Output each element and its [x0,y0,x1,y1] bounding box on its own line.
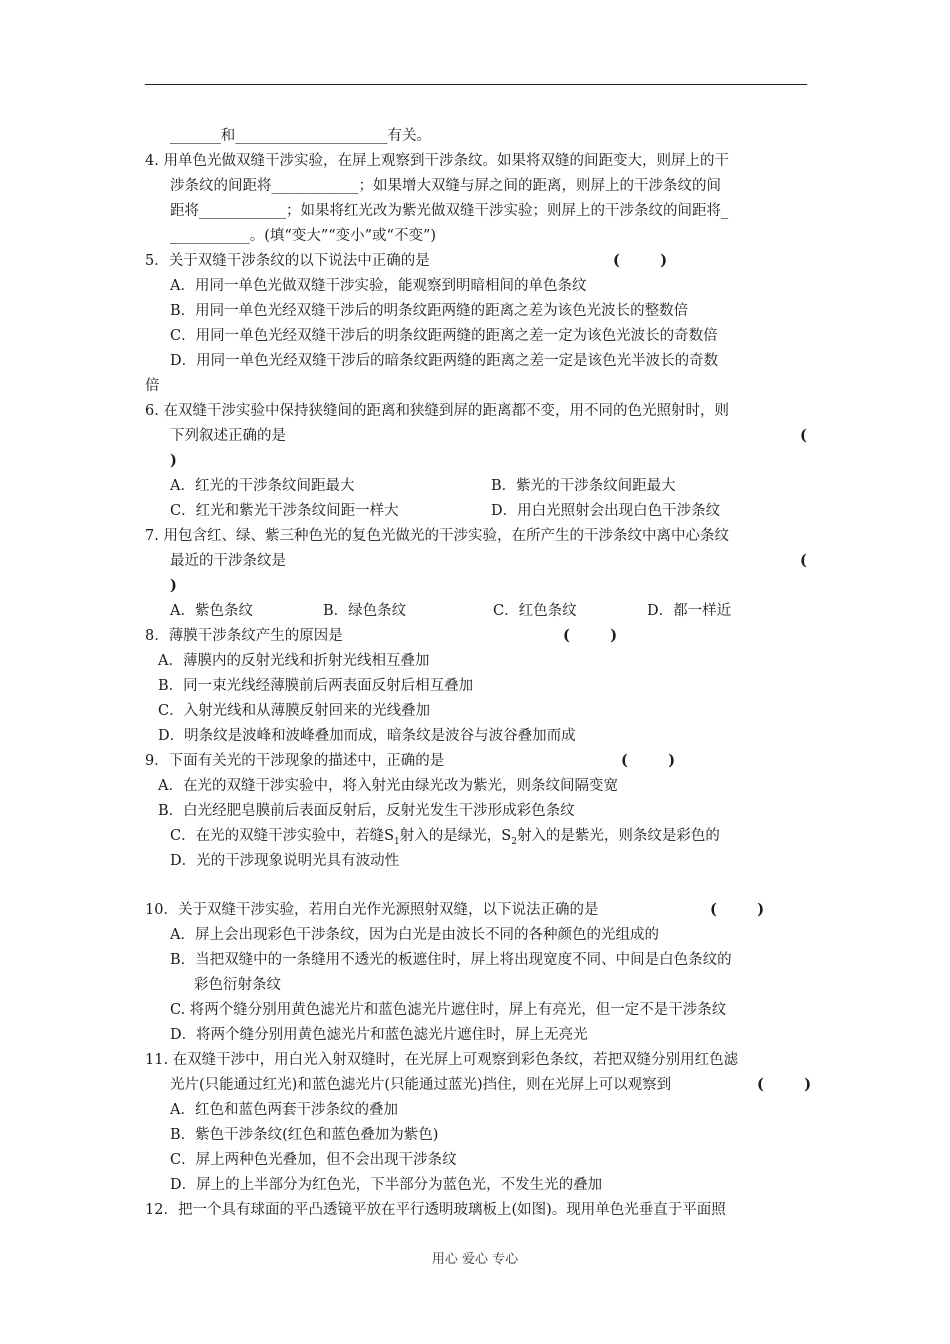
option-a: A．红光的干涉条纹间距最大 [170,478,355,494]
question-6: 6. 在双缝干涉实验中保持狭缝间的距离和狭缝到屏的距离都不变，用不同的色光照射时，则 [145,403,729,419]
option-a: A．紫色条纹 [170,603,253,619]
option-c: C．入射光线和从薄膜反射回来的光线叠加 [158,703,431,719]
text-line: _______和_____________________有关。 [170,128,431,144]
text-line: 距将____________；如果将红光改为紫光做双缝干涉实验；则屏上的干涉条纹的间距将_ [170,203,729,219]
option-d: D．都一样近 [647,603,732,619]
option-b: B．紫光的干涉条纹间距最大 [491,478,676,494]
option-a: A．在光的双缝干涉实验中，将入射光由绿光改为紫光，则条纹间隔变宽 [158,778,618,794]
option-c: C．用同一单色光经双缝干涉后的明条纹距两缝的距离之差一定为该色光波长的奇数倍 [170,328,718,344]
answer-bracket-close: ) [170,452,177,469]
option-d: D．屏上的上半部分为红色光，下半部分为蓝色光，不发生光的叠加 [170,1177,603,1193]
question-8: 8．薄膜干涉条纹产生的原因是 [145,628,343,644]
answer-bracket-close: ) [170,577,177,594]
option-c: C. 将两个缝分别用黄色滤光片和蓝色滤光片遮住时，屏上有亮光，但一定不是干涉条纹 [170,1002,727,1018]
option-a: A．薄膜内的反射光线和折射光线相互叠加 [158,653,430,669]
subscript: 2 [511,836,517,847]
option-a: A．红色和蓝色两套干涉条纹的叠加 [170,1102,398,1118]
answer-bracket: ( ) [563,627,618,644]
option-b: B．白光经肥皂膜前后表面反射后，反射光发生干涉形成彩色条纹 [158,803,575,819]
text-line: 倍 [145,378,160,394]
text-line: 彩色衍射条纹 [194,977,281,993]
question-9: 9．下面有关光的干涉现象的描述中，正确的是 [145,753,445,769]
option-c: C．红光和紫光干涉条纹间距一样大 [170,503,399,519]
option-d: D．光的干涉现象说明光具有波动性 [170,853,400,869]
answer-bracket: ( ) [710,901,765,918]
question-12: 12．把一个具有球面的平凸透镜平放在平行透明玻璃板上(如图)。现用单色光垂直于平面照 [145,1202,726,1218]
question-7: 7. 用包含红、绿、紫三种色光的复色光做光的干涉实验，在所产生的干涉条纹中离中心条纹 [145,528,729,544]
option-a: A．屏上会出现彩色干涉条纹，因为白光是由波长不同的各种颜色的光组成的 [170,927,659,943]
option-d: D．用白光照射会出现白色干涉条纹 [491,503,721,519]
page-footer: 用心 爱心 专心 [431,1252,519,1267]
option-d: D．将两个缝分别用黄色滤光片和蓝色滤光片遮住时，屏上无亮光 [170,1027,588,1043]
text-line: 光片(只能通过红光)和蓝色滤光片(只能通过蓝光)挡住，则在光屏上可以观察到 [170,1077,672,1093]
text-line: 下列叙述正确的是 [170,428,286,444]
option-c-part: 射入的是紫光，则条纹是彩色的 [516,828,720,844]
option-b: B．紫色干涉条纹(红色和蓝色叠加为紫色) [170,1127,439,1143]
text-line: 最近的干涉条纹是 [170,553,286,569]
option-c: C．屏上两种色光叠加，但不会出现干涉条纹 [170,1152,457,1168]
option-b: B．绿色条纹 [323,603,407,619]
option-b: B．当把双缝中的一条缝用不透光的板遮住时，屏上将出现宽度不同、中间是白色条纹的 [170,952,732,968]
option-d: D．用同一单色光经双缝干涉后的暗条纹距两缝的距离之差一定是该色光半波长的奇数 [170,353,719,369]
text-line: ___________。(填“变大”“变小”或“不变”) [170,228,437,244]
question-5: 5．关于双缝干涉条纹的以下说法中正确的是 [145,253,430,269]
option-c-part: 射入的是绿光，S [399,828,512,844]
text-line: 涉条纹的间距将____________；如果增大双缝与屏之间的距离，则屏上的干涉条纹的间 [170,178,721,194]
option-d: D．明条纹是波峰和波峰叠加而成，暗条纹是波谷与波谷叠加而成 [158,728,576,744]
option-c: C．红色条纹 [493,603,577,619]
answer-bracket: ( ) [757,1076,812,1093]
option-a: A．用同一单色光做双缝干涉实验，能观察到明暗相间的单色条纹 [170,278,587,294]
answer-bracket-open: ( [800,552,807,569]
option-b: B．用同一单色光经双缝干涉后的明条纹距两缝的距离之差为该色光波长的整数倍 [170,303,689,319]
answer-bracket: ( ) [613,252,668,269]
answer-bracket: ( ) [621,752,676,769]
question-11: 11. 在双缝干涉中，用白光入射双缝时，在光屏上可观察到彩色条纹，若把双缝分别用红色滤 [145,1052,739,1068]
option-c [170,826,720,852]
question-10: 10．关于双缝干涉实验，若用白光作光源照射双缝，以下说法正确的是 [145,902,599,918]
option-c-part: C．在光的双缝干涉实验中，若缝S [170,828,395,844]
header-rule [145,84,807,85]
option-b: B．同一束光线经薄膜前后两表面反射后相互叠加 [158,678,474,694]
question-4: 4. 用单色光做双缝干涉实验，在屏上观察到干涉条纹。如果将双缝的间距变大，则屏上的干 [145,153,729,169]
answer-bracket-open: ( [800,427,807,444]
subscript: 1 [394,836,400,847]
